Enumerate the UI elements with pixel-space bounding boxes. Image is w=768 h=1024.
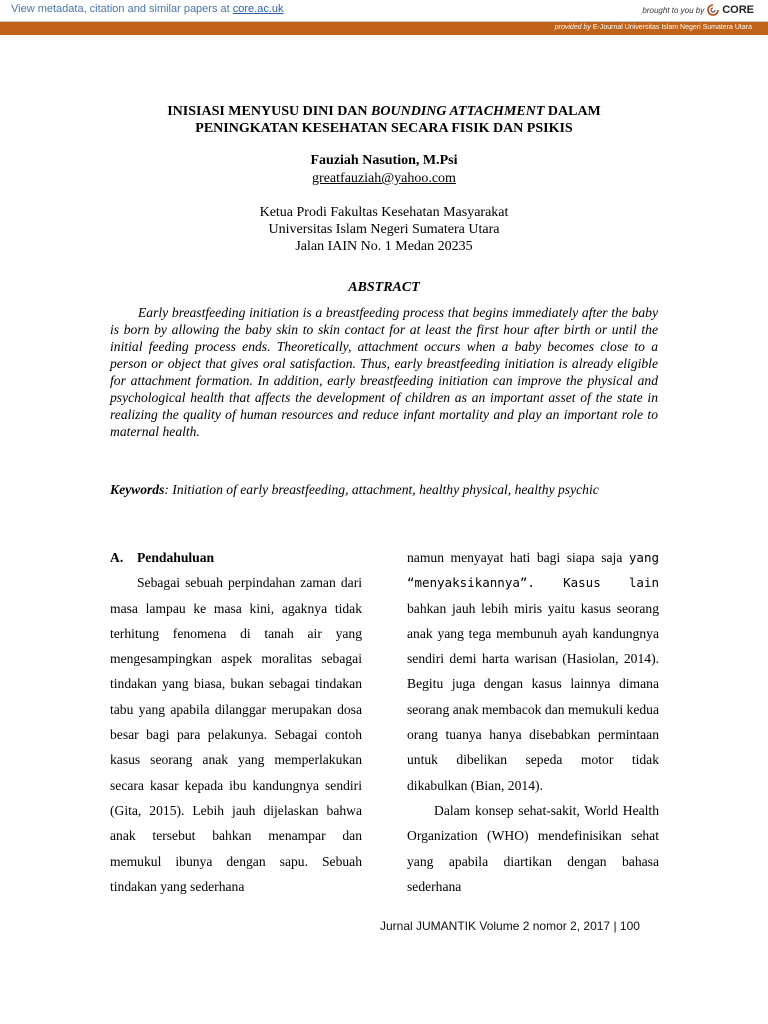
core-link[interactable]: core.ac.uk: [232, 3, 284, 15]
affiliation-line1: Ketua Prodi Fakultas Kesehatan Masyarakat: [259, 205, 509, 220]
left-paragraph: Sebagai sebuah perpindahan zaman dari masa lampau ke masa kini, agaknya tidak terhitung fenomena di tanah air yang mengesampingkan aspek moralitas sebagai tindakan yang biasa, bukan sebagai tindakan tabu yang apabila dilanggar merupakan dosa besar bagi para pelakunya. Sebagai contoh kasus seorang anak yang memperlakukan secara kasar kepada ibu kandungnya sendiri (Gita, 2015). Lebih jauh dijelaskan bahwa anak tersebut bahkan menampar dan memukul ibunya dengan sapu. Sebuah tindakan yang sederhana: [110, 575, 362, 894]
right-column: [407, 545, 659, 899]
title-part2: DALAM: [544, 104, 601, 119]
provided-by-bar: [0, 22, 768, 35]
brought-by-label: brought to you by: [642, 5, 705, 15]
right-text-a: namun menyayat hati bagi siapa saja: [407, 550, 629, 565]
provided-source[interactable]: E-Journal Universitas Islam Negeri Sumatera Utara: [592, 24, 752, 31]
provided-by-label: provided by: [554, 24, 591, 31]
core-logo-icon: [707, 4, 719, 16]
affiliation: [60, 204, 708, 255]
abstract-heading: ABSTRACT: [348, 280, 420, 295]
section-heading: [110, 545, 362, 570]
section-title: Pendahuluan: [137, 550, 215, 565]
right-paragraph-2: Dalam konsep sehat-sakit, World Health Organization (WHO) mendefinisikan sehat yang apabila diartikan dengan bahasa sederhana: [407, 802, 659, 894]
core-banner: [0, 0, 768, 22]
right-paragraph-1: [407, 545, 659, 798]
right-text-b: bahkan jauh lebih miris yaitu kasus seorang anak yang tega membunuh ayah kandungnya sendiri demi harta warisan (Hasiolan, 2014). Begitu juga dengan kasus lainnya dimana seorang anak membacok dan memukuli kedua orang tuanya hanya disebabkan permintaan untuk dibelikan sepeda motor tidak dikabulkan (Bian, 2014).: [407, 600, 659, 793]
core-metadata-text: [11, 3, 284, 15]
affiliation-line2: Universitas Islam Negeri Sumatera Utara: [268, 222, 500, 237]
section-number: A.: [110, 550, 124, 565]
keywords-text: : Initiation of early breastfeeding, attachment, healthy physical, healthy psychic: [164, 482, 599, 497]
abstract-text: Early breastfeeding initiation is a breastfeeding process that begins immediately after the baby is born by allowing the baby skin to skin contact for at least the first hour after birth or until the initial feeding process ends. Theoretically, attachment occurs when a baby becomes close to a person or object that gives oral satisfaction. Thus, early breastfeeding initiation is already eligible for attachment formation. In addition, early breastfeeding initiation can improve the physical and psychological health that affects the development of children as an important asset of the state in realizing the quality of human resources and reduce infant mortality and play an important role to maternal health.: [110, 305, 658, 439]
core-logo-text: CORE: [722, 4, 754, 16]
core-brought-by[interactable]: [642, 4, 754, 16]
author-email[interactable]: greatfauziah@yahoo.com: [312, 171, 456, 186]
title-part1: INISIASI MENYUSU DINI DAN: [167, 104, 372, 119]
author-name: Fauziah Nasution, M.Psi: [310, 153, 458, 168]
keywords: [110, 481, 658, 498]
affiliation-line3: Jalan IAIN No. 1 Medan 20235: [295, 239, 473, 254]
page-footer: Jurnal JUMANTIK Volume 2 nomor 2, 2017 | 100: [380, 919, 640, 933]
metadata-label: View metadata, citation and similar papers at: [11, 3, 233, 15]
keywords-label: Keywords: [110, 482, 165, 497]
right-text-mono: yang “menyaksikannya”. Kasus lain: [407, 550, 659, 591]
title-line2: PENINGKATAN KESEHATAN SECARA FISIK DAN PSIKIS: [195, 121, 573, 136]
paper-title: [60, 103, 708, 137]
title-italic: BOUNDING ATTACHMENT: [371, 104, 545, 119]
left-column: [110, 545, 362, 899]
